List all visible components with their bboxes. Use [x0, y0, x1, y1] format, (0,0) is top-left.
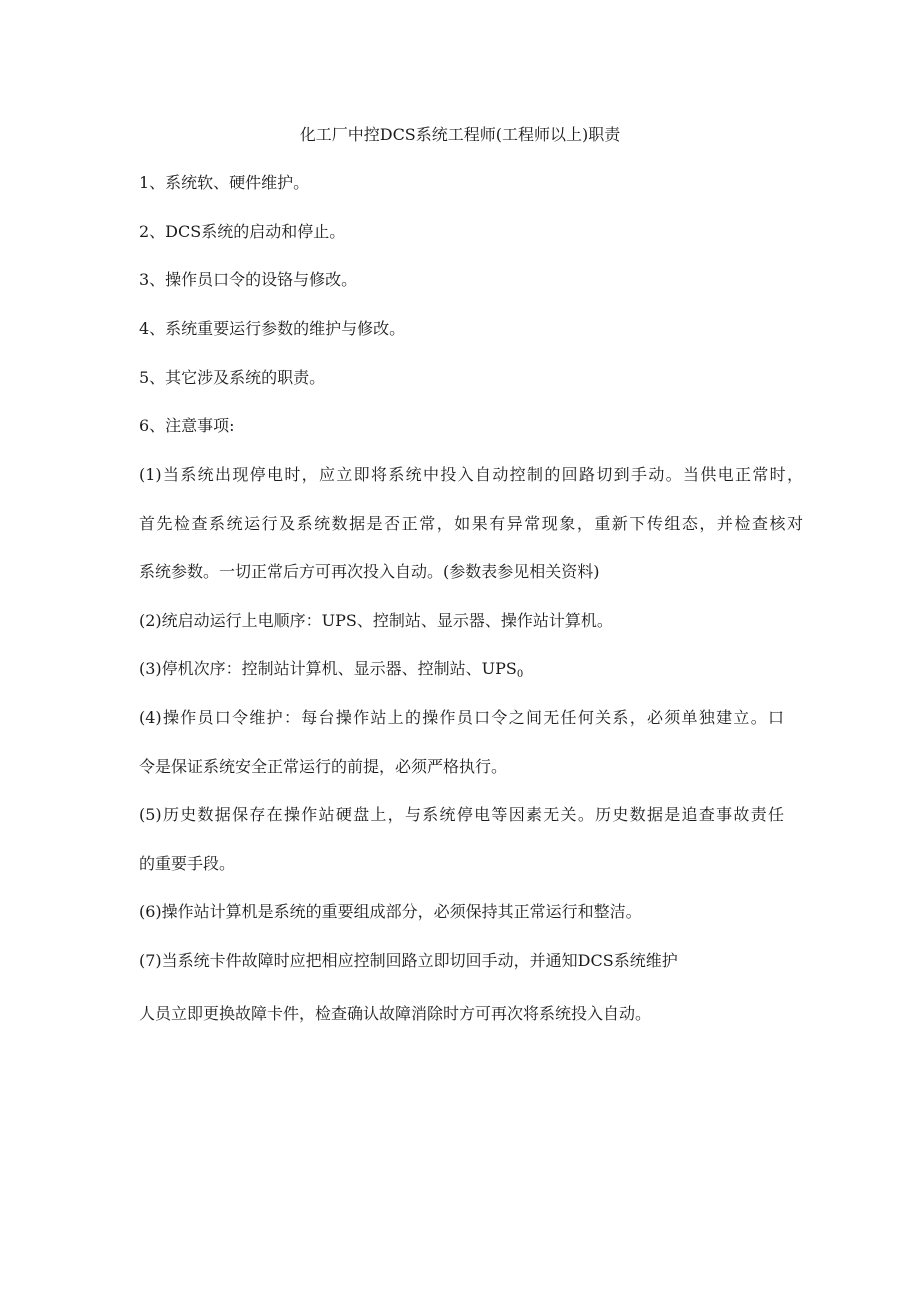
- item-3: 3、操作员口令的设铬与修改。: [139, 270, 358, 289]
- note-3: [139, 657, 819, 681]
- note-7-line-2: 人员立即更换故障卡件，检查确认故障消除时方可再次将系统投入自动。: [139, 1004, 652, 1023]
- note-5-line-1: (5)历史数据保存在操作站硬盘上，与系统停电等因素无关。历史数据是追查事故责任: [139, 805, 784, 824]
- note-1-line-1: (1)当系统出现停电时，应立即将系统中投入自动控制的回路切到手动。当供电正常时，: [139, 465, 803, 484]
- item-5: 5、其它涉及系统的职责。: [139, 368, 326, 387]
- document-title: 化工厂中控DCS系统工程师(工程师以上)职责: [299, 125, 621, 144]
- note-1-line-2: 首先检查系统运行及系统数据是否正常，如果有异常现象，重新下传组态，并检查核对: [139, 514, 803, 533]
- note-1-line-3: 系统参数。一切正常后方可再次投入自动。(参数表参见相关资料): [139, 562, 600, 581]
- item-2: 2、DCS系统的启动和停止。: [139, 222, 346, 241]
- note-3-text: (3)停机次序：控制站计算机、显示器、控制站、UPS: [139, 659, 517, 678]
- item-4: 4、系统重要运行参数的维护与修改。: [139, 319, 406, 338]
- item-6-heading: 6、注意事项:: [139, 416, 235, 435]
- note-6: (6)操作站计算机是系统的重要组成部分，必须保持其正常运行和整洁。: [139, 902, 642, 921]
- item-1: 1、系统软、硬件维护。: [139, 173, 310, 192]
- note-5-line-2: 的重要手段。: [139, 854, 236, 873]
- note-4-line-2: 令是保证系统安全正常运行的前提，必须严格执行。: [139, 757, 508, 776]
- note-3-subscript: 0: [516, 669, 524, 680]
- note-2: (2)统启动运行上电顺序：UPS、控制站、显示器、操作站计算机。: [139, 611, 613, 630]
- note-7-line-1: (7)当系统卡件故障时应把相应控制回路立即切回手动，并通知DCS系统维护: [139, 951, 678, 970]
- note-4-line-1: (4)操作员口令维护：每台操作站上的操作员口令之间无任何关系，必须单独建立。口: [139, 708, 784, 727]
